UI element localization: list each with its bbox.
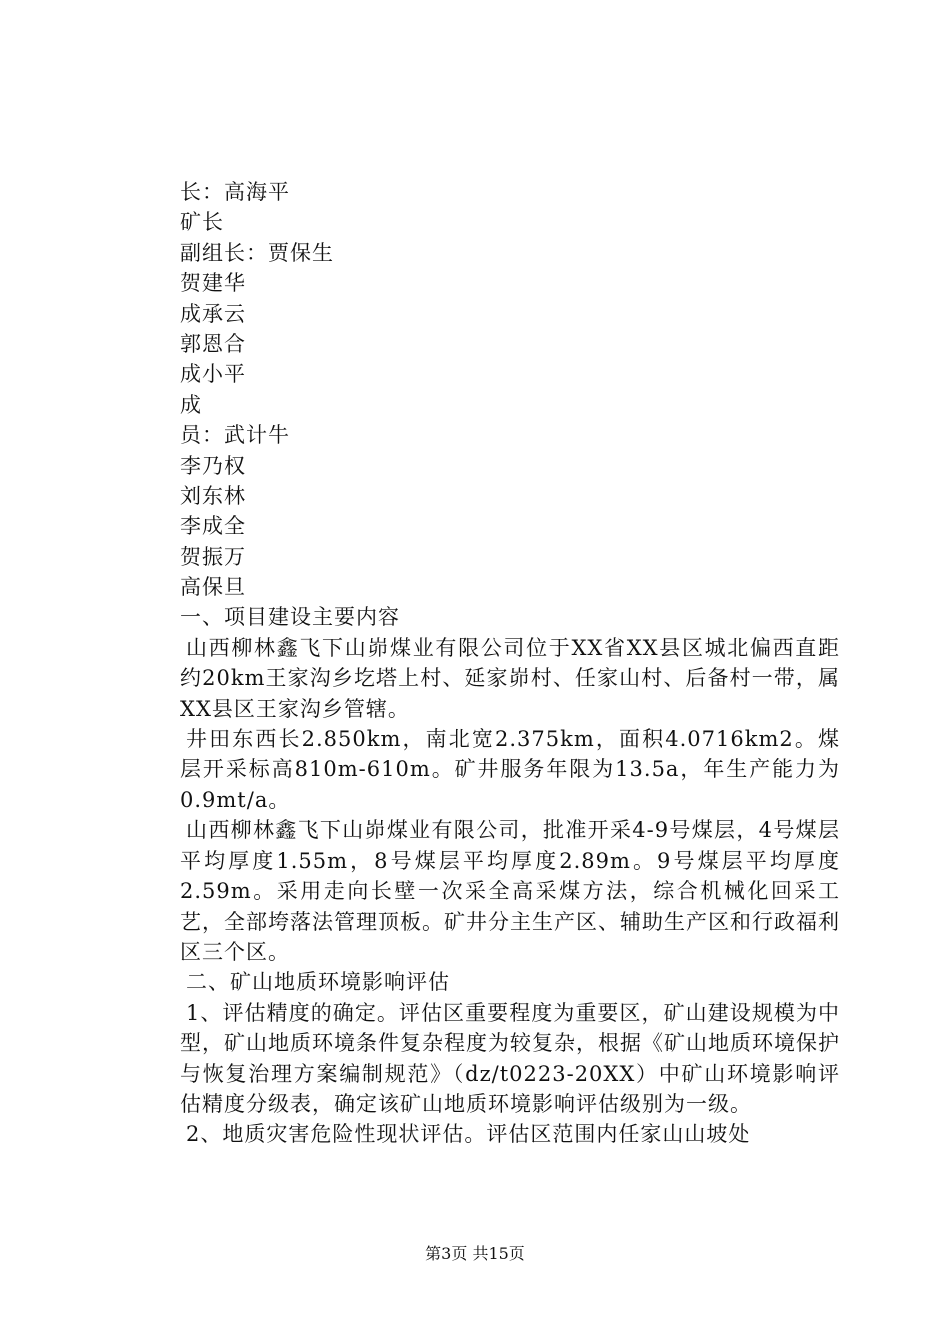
member-line: 李乃权 [180, 453, 246, 478]
document-body [180, 177, 840, 1150]
member-line: 成承云 [180, 301, 246, 326]
paragraph: 井田东西长2.850km，南北宽2.375km，面积4.0716km2。煤层开采标高810m-610m。矿井服务年限为13.5a，年生产能力为0.9mt/a。 [180, 727, 840, 812]
member-line: 刘东林 [180, 483, 246, 508]
section-heading: 二、矿山地质环境影响评估 [186, 970, 450, 995]
section-heading: 一、项目建设主要内容 [180, 605, 400, 630]
member-line: 成 [180, 392, 202, 417]
member-line: 副组长：贾保生 [180, 240, 334, 265]
member-line: 长：高海平 [180, 180, 290, 204]
member-line: 贺建华 [180, 271, 246, 296]
paragraph: 山西柳林鑫飞下山峁煤业有限公司位于XX省XX县区城北偏西直距约20km王家沟乡圪塔上村、延家峁村、任家山村、后备村一带，属XX县区王家沟乡管辖。 [180, 635, 840, 721]
member-line: 矿长 [180, 210, 224, 235]
paragraph: 2、地质灾害危险性现状评估。评估区范围内任家山山坡处 [186, 1122, 751, 1147]
member-line: 成小平 [180, 362, 246, 387]
member-line: 李成全 [180, 514, 246, 539]
member-line: 高保旦 [180, 575, 246, 600]
member-line: 郭恩合 [180, 331, 246, 356]
paragraph: 1、评估精度的确定。评估区重要程度为重要区，矿山建设规模为中型，矿山地质环境条件复杂程度为较复杂，根据《矿山地质环境保护与恢复治理方案编制规范》（dz/t0223-20XX）中矿山环境影响评估精度分级表，确定该矿山地质环境影响评估级别为一级。 [180, 1000, 840, 1116]
member-line: 员：武计牛 [180, 423, 290, 448]
page-footer: 第3页 共15页 [425, 1244, 525, 1263]
paragraph: 山西柳林鑫飞下山峁煤业有限公司，批准开采4-9号煤层，4号煤层平均厚度1.55m，8号煤层平均厚度2.89m。9号煤层平均厚度2.59m。采用走向长壁一次采全高采煤方法，综合机械化回采工艺，全部垮落法管理顶板。矿井分主生产区、辅助生产区和行政福利区三个区。 [180, 818, 840, 964]
member-line: 贺振万 [180, 544, 246, 569]
